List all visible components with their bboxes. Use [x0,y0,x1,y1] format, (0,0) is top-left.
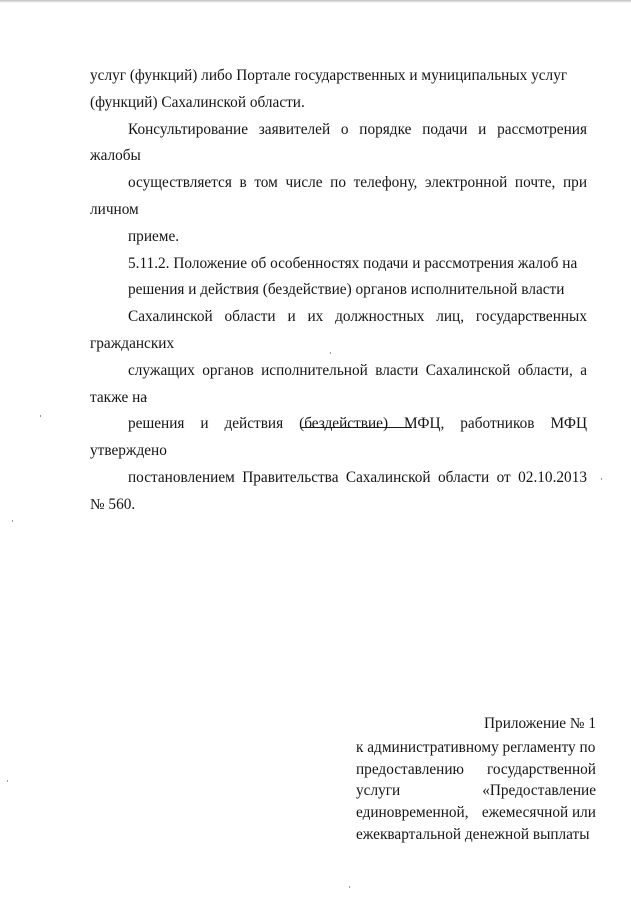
appendix-lines [356,737,596,846]
text-line: Сахалинской области и их должностных лиц, государственных гражданских [90,308,587,352]
paragraph [90,63,587,117]
appendix-text: к административному регламенту по [356,738,596,756]
paragraph [90,117,587,251]
appendix-text: единовременной, [356,804,469,822]
text-line: решения и действия (бездействие) МФЦ, работников МФЦ утверждено [90,415,587,460]
appendix-line [356,759,596,781]
body-text [90,63,587,519]
appendix-line [356,824,596,846]
appendix-line [356,780,596,802]
text-line: приеме. [128,227,180,245]
text-line: постановлением Правительства Сахалинской области от 02.10.2013 № 560. [90,468,587,513]
scan-speck [601,478,602,480]
appendix-line [356,737,596,759]
text-line: услуг (функций) либо Портале государственных и муниципальных услуг [90,67,568,84]
paragraph [90,251,587,519]
text-line: осуществляется в том числе по телефону, электронной почте, при личном [90,174,587,218]
scan-speck [40,415,41,417]
text-line: служащих органов исполнительной власти Сахалинской области, а также на [90,361,587,406]
appendix-text: ежемесячной или [481,804,596,822]
appendix-line [356,802,596,824]
appendix-text: ежеквартальной денежной выплаты [356,825,590,843]
appendix-text: государственной [486,760,596,778]
scan-speck [12,520,13,522]
appendix-text: предоставлению [356,760,464,778]
appendix-text: «Предоставление [482,782,596,800]
text-line: решения и действия (бездействие) органов исполнительной власти [128,281,565,299]
text-line: (функций) Сахалинской области. [90,93,305,111]
appendix-header [356,713,596,846]
scan-top-edge [0,0,631,3]
text-line: 5.11.2. Положение об особенностях подачи и рассмотрения жалоб на [128,254,578,272]
appendix-text: услуги [356,782,401,800]
appendix-title: Приложение № 1 [484,715,596,732]
scan-speck [7,780,8,782]
scan-speck [349,886,350,888]
separator-line [301,427,412,428]
text-line: Консультирование заявителей о порядке подачи и рассмотрения жалобы [90,120,587,165]
